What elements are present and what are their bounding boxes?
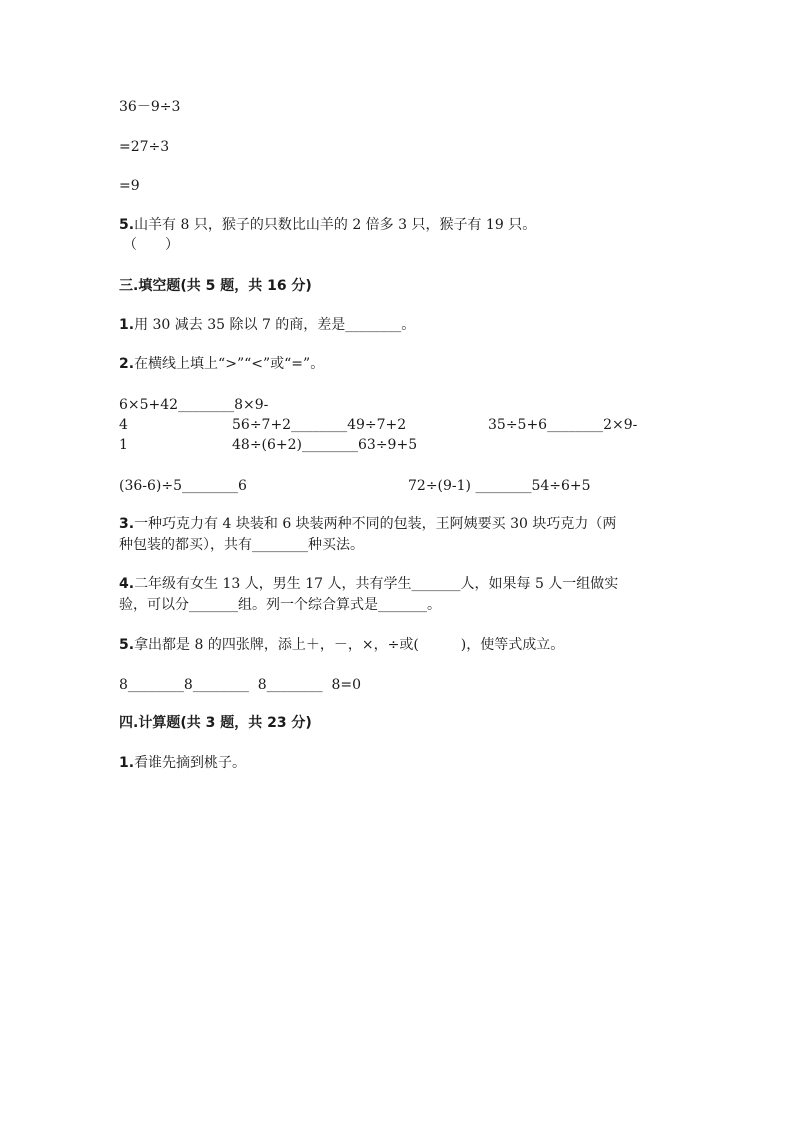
s3-question-3	[119, 514, 616, 534]
s3-question-1	[119, 315, 415, 335]
question-number: 5.	[119, 637, 135, 653]
section-4-heading: 四.计算题(共 3 题，共 23 分)	[119, 715, 312, 731]
answer-parentheses: （ ）	[123, 237, 179, 253]
question-text: 用 30 减去 35 除以 7 的商，差是________。	[134, 317, 416, 333]
s4-question-1	[119, 753, 246, 773]
compare-item-2: 56÷7+2________49÷7+2	[232, 417, 407, 433]
question-number: 1.	[119, 755, 135, 771]
question-number: 5.	[119, 217, 135, 233]
compare-item-3: 35÷5+6________2×9-	[488, 417, 638, 433]
s3-question-4	[119, 574, 618, 594]
calc-line-3: =9	[119, 178, 140, 194]
calc-line-1: 36－9÷3	[119, 99, 181, 115]
question-number: 3.	[119, 516, 135, 532]
question-text: 在横线上填上“>”“<”或“=”。	[134, 356, 325, 372]
compare-item-5: (36-6)÷5________6	[119, 478, 247, 494]
question-text: 一种巧克力有 4 块装和 6 块装两种不同的包装，王阿姨要买 30 块巧克力（两	[134, 516, 617, 532]
section-3-heading: 三.填空题(共 5 题，共 16 分)	[119, 278, 312, 294]
question-number: 1.	[119, 317, 135, 333]
calc-line-2: =27÷3	[119, 139, 170, 155]
s3-question-4-cont: 验，可以分_______组。列一个综合算式是_______。	[119, 597, 441, 613]
question-number: 2.	[119, 356, 135, 372]
question-number: 4.	[119, 576, 135, 592]
question-text: 山羊有 8 只，猴子的只数比山羊的 2 倍多 3 只，猴子有 19 只。	[134, 217, 537, 233]
s3-question-5	[119, 635, 564, 655]
s3-question-3-cont: 种包装的都买），共有________种买法。	[119, 537, 364, 553]
question-text: 二年级有女生 13 人，男生 17 人，共有学生_______人，如果每 5 人一组做实	[134, 576, 619, 592]
compare-item-6: 72÷(9-1) ________54÷6+5	[408, 478, 591, 494]
s3-question-2	[119, 354, 324, 374]
compare-item-1a: 6×5+42________8×9-	[119, 397, 269, 413]
question-text: 拿出都是 8 的四张牌，添上＋，－，×，÷或( )，使等式成立。	[134, 637, 565, 653]
question-text: 看谁先摘到桃子。	[134, 755, 247, 771]
card-equation: 8________8________ 8________ 8=0	[119, 677, 362, 693]
compare-item-4: 48÷(6+2)________63÷9+5	[232, 437, 418, 453]
prev-question-5	[119, 215, 536, 235]
compare-item-1a-cont: 4	[119, 417, 128, 433]
compare-item-3-cont: 1	[119, 437, 128, 453]
